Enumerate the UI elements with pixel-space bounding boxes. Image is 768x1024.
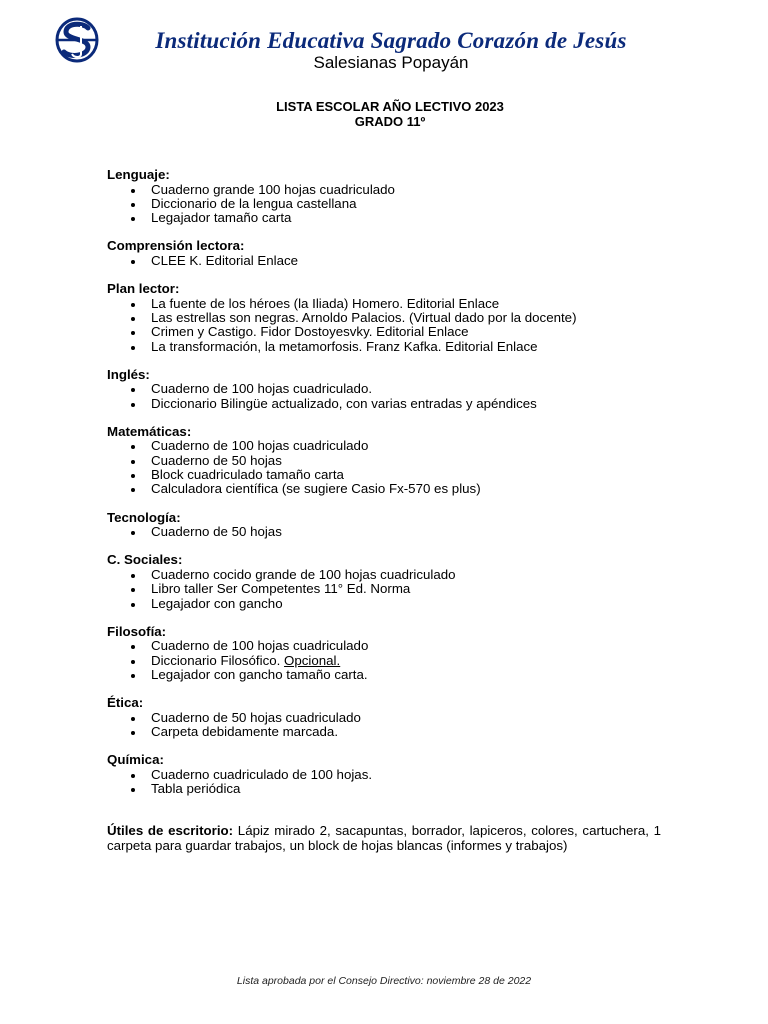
- list-item: [107, 525, 661, 539]
- subject-title: Plan lector:: [107, 281, 180, 297]
- list-item-text: Cuaderno de 50 hojas: [151, 452, 282, 468]
- list-item: [107, 297, 661, 311]
- list-item: [107, 597, 661, 611]
- list-item: [107, 711, 661, 725]
- list-item-text: CLEE K. Editorial Enlace: [151, 252, 299, 268]
- list-item: [107, 668, 661, 682]
- list-item: [107, 782, 661, 796]
- subject-section: [107, 425, 661, 497]
- list-item: [107, 568, 661, 582]
- subject-section: [107, 368, 661, 411]
- list-item: [107, 197, 661, 211]
- subject-section: [107, 239, 661, 268]
- subject-section: [107, 511, 661, 540]
- list-item: [107, 768, 661, 782]
- subject-section: [107, 168, 661, 225]
- list-item-text: Diccionario de la lengua castellana: [151, 195, 357, 211]
- sections-container: [107, 168, 661, 796]
- subject-section: [107, 696, 661, 739]
- subject-title: Filosofía:: [107, 623, 167, 639]
- list-item: [107, 254, 661, 268]
- title-line-2: GRADO 11º: [354, 114, 426, 129]
- list-item: [107, 439, 661, 453]
- subject-section: [107, 553, 661, 610]
- school-subtitle: Salesianas Popayán: [313, 53, 469, 72]
- document-title: [0, 99, 768, 129]
- list-item-text: Cuaderno cuadriculado de 100 hojas.: [151, 766, 373, 782]
- subject-title: Matemáticas:: [107, 423, 192, 439]
- subject-title: Inglés:: [107, 366, 150, 382]
- list-item-text: Diccionario Bilingüe actualizado, con varias entradas y apéndices: [151, 395, 537, 411]
- list-item-text: Calculadora científica (se sugiere Casio Fx-570 es plus): [151, 481, 481, 497]
- list-item: [107, 454, 661, 468]
- list-item: [107, 654, 661, 668]
- subject-section: [107, 625, 661, 682]
- list-item: [107, 183, 661, 197]
- subject-items: [107, 183, 661, 226]
- list-item-text: La fuente de los héroes (la Iliada) Homero. Editorial Enlace: [151, 295, 500, 311]
- subject-title: Comprensión lectora:: [107, 238, 245, 254]
- list-item-text: Block cuadriculado tamaño carta: [151, 467, 344, 483]
- list-item-text: Las estrellas son negras. Arnoldo Palacios. (Virtual dado por la docente): [151, 309, 577, 325]
- list-item-text: Cuaderno de 100 hojas cuadriculado: [151, 438, 369, 454]
- list-item-text: Crimen y Castigo. Fidor Dostoyesvky. Editorial Enlace: [151, 324, 469, 340]
- subject-title: Ética:: [107, 695, 144, 711]
- subject-items: [107, 382, 661, 411]
- list-item: [107, 340, 661, 354]
- subject-title: Química:: [107, 752, 164, 768]
- subject-items: [107, 568, 661, 611]
- subject-title: C. Sociales:: [107, 552, 183, 568]
- list-item-text: Legajador con gancho: [151, 595, 283, 611]
- list-item-text: Carpeta debidamente marcada.: [151, 724, 339, 740]
- list-item: [107, 397, 661, 411]
- list-item-text: Cuaderno de 50 hojas cuadriculado: [151, 709, 361, 725]
- list-item-text: Cuaderno grande 100 hojas cuadriculado: [151, 181, 395, 197]
- list-item-text: Legajador tamaño carta: [151, 210, 292, 226]
- subject-items: [107, 639, 661, 682]
- supply-list: [107, 168, 661, 854]
- subject-items: [107, 439, 661, 496]
- subject-title: Lenguaje:: [107, 167, 170, 182]
- list-item: [107, 325, 661, 339]
- optional-note: Opcional.: [284, 652, 341, 668]
- list-item-text: Cuaderno de 100 hojas cuadriculado: [151, 638, 369, 654]
- list-item: [107, 725, 661, 739]
- title-line-1: LISTA ESCOLAR AÑO LECTIVO 2023: [276, 99, 504, 114]
- list-item: [107, 311, 661, 325]
- list-item-text: Tabla periódica: [151, 781, 241, 797]
- list-item: [107, 639, 661, 653]
- utiles-text: Lápiz mirado 2, sacapuntas, borrador, lapiceros, colores, cartuchera, 1 carpeta para guardar trabajos, un block de hojas blancas (informes y trabajos): [107, 823, 662, 854]
- list-item-text: Diccionario Filosófico.: [151, 652, 281, 668]
- list-item-text: Legajador con gancho tamaño carta.: [151, 666, 368, 682]
- list-item-text: Cuaderno cocido grande de 100 hojas cuadriculado: [151, 566, 456, 582]
- list-item-text: Cuaderno de 50 hojas: [151, 524, 282, 540]
- list-item: [107, 468, 661, 482]
- list-item: [107, 382, 661, 396]
- subject-items: [107, 711, 661, 740]
- list-item: [107, 482, 661, 496]
- subject-items: [107, 525, 661, 539]
- list-item-text: La transformación, la metamorfosis. Franz Kafka. Editorial Enlace: [151, 338, 538, 354]
- subject-items: [107, 768, 661, 797]
- list-item-text: Libro taller Ser Competentes 11° Ed. Norma: [151, 581, 411, 597]
- list-item: [107, 582, 661, 596]
- subject-section: [107, 282, 661, 354]
- school-name: Institución Educativa Sagrado Corazón de Jesús: [155, 28, 627, 53]
- list-item-text: Cuaderno de 100 hojas cuadriculado.: [151, 381, 373, 397]
- subject-section: [107, 753, 661, 796]
- subject-items: [107, 297, 661, 354]
- subject-items: [107, 254, 661, 268]
- utiles-label: Útiles de escritorio:: [107, 823, 234, 839]
- utiles-paragraph: [107, 824, 661, 854]
- list-item: [107, 211, 661, 225]
- subject-title: Tecnología:: [107, 509, 181, 525]
- approval-footer: Lista aprobada por el Consejo Directivo: noviembre 28 de 2022: [236, 975, 532, 987]
